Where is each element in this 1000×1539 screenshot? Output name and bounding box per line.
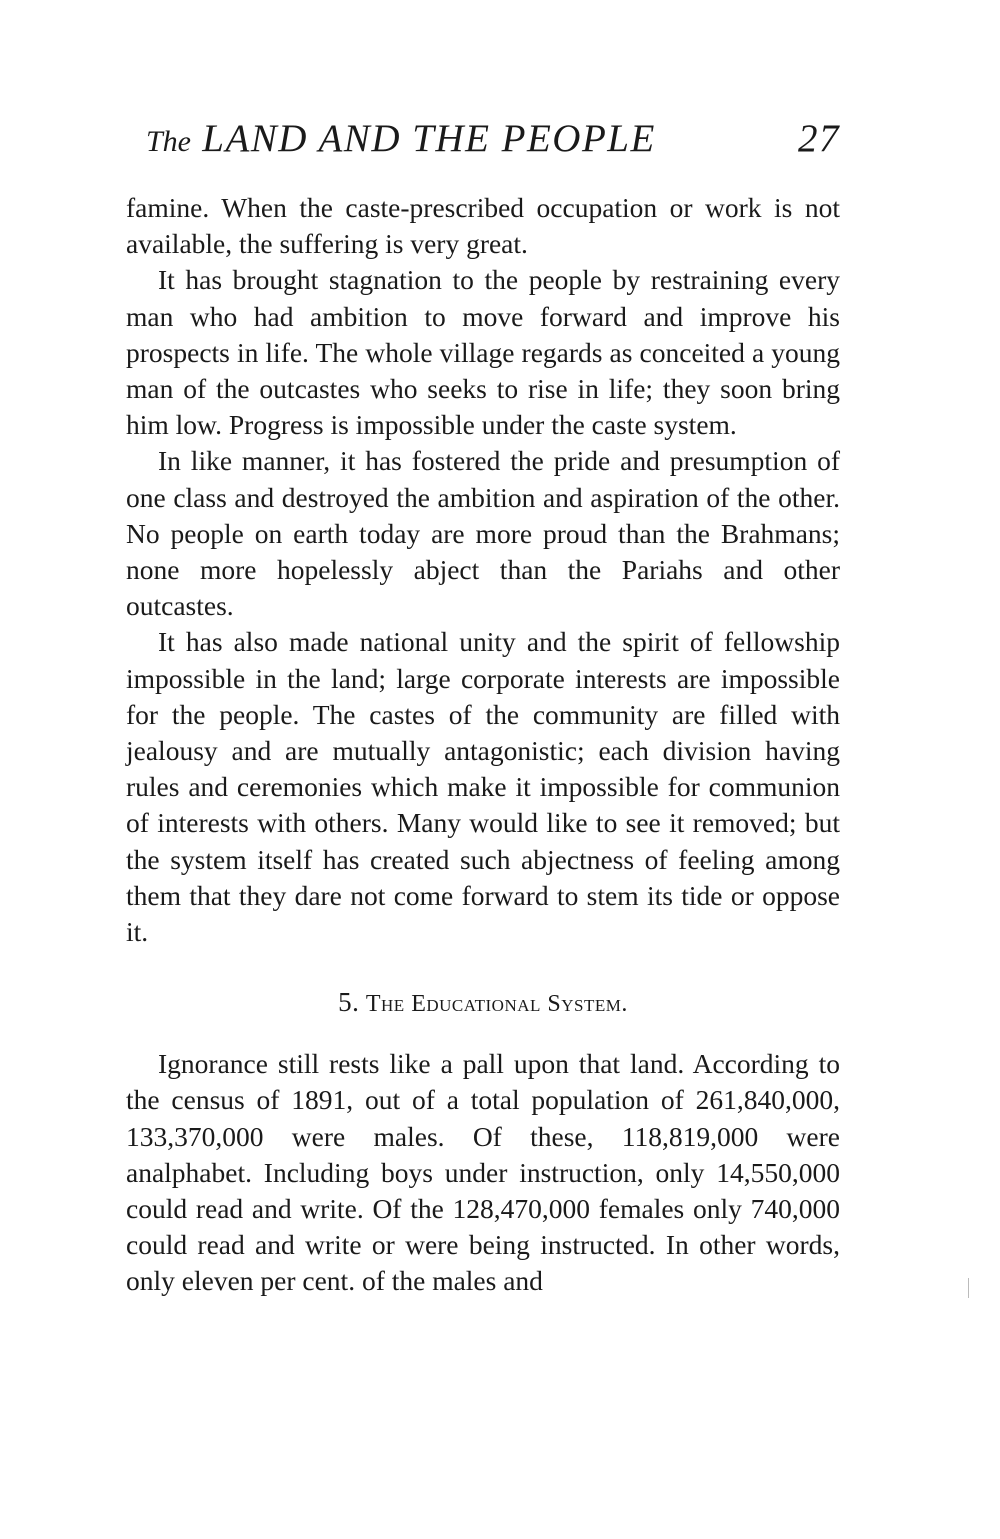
section-number: 5. <box>338 987 360 1018</box>
body-text <box>126 190 840 1300</box>
paragraph-stagnation: It has brought stagnation to the people by restraining every man who had ambition to move forward and improve his prospects in life. The whole village regards as conceited a young man of the outcastes who seeks to rise in life; they soon bring him low. Progress is impossible under the caste system. <box>126 264 840 441</box>
running-head <box>126 112 840 172</box>
paragraph-pride: In like manner, it has fostered the pride and presumption of one class and destroyed the ambition and aspiration of the other. No people on earth today are more proud than the Brahmans; none more hopelessly abject than the Pariahs and other outcastes. <box>126 445 840 622</box>
paragraph-ignorance: Ignorance still rests like a pall upon that land. According to the census of 1891, out of a total population of 261,840,000, 133,370,000 were males. Of these, 118,819,000 were analphabet. Including boys under instruction, only 14,550,000 could read and write. Of the 128,470,000 females only 740,000 could read and write or were being instructed. In other words, only eleven per cent. of the males and <box>126 1048 840 1297</box>
section-title: The Educational System. <box>365 991 628 1018</box>
section-heading <box>126 984 840 1022</box>
running-head-title-prefix: The <box>146 125 191 158</box>
page-number: 27 <box>798 117 840 160</box>
paragraph-continuation: famine. When the caste-prescribed occupation or work is not available, the suffering is very great. <box>126 192 840 260</box>
paragraph-national-unity: It has also made national unity and the spirit of fellowship impossible in the land; large corporate interests are impossible for the people. The castes of the community are filled with jealousy and are mutually antagonistic; each division having rules and ceremonies which make it impossible for communion of interests with others. Many would like to see it removed; but the system itself has created such abjectness of feeling among them that they dare not come forward to stem its tide or oppose it. <box>126 626 840 948</box>
book-page <box>126 112 840 1300</box>
running-head-title <box>146 116 656 161</box>
margin-mark <box>968 1278 969 1298</box>
running-head-title-main: LAND AND THE PEOPLE <box>202 117 656 160</box>
